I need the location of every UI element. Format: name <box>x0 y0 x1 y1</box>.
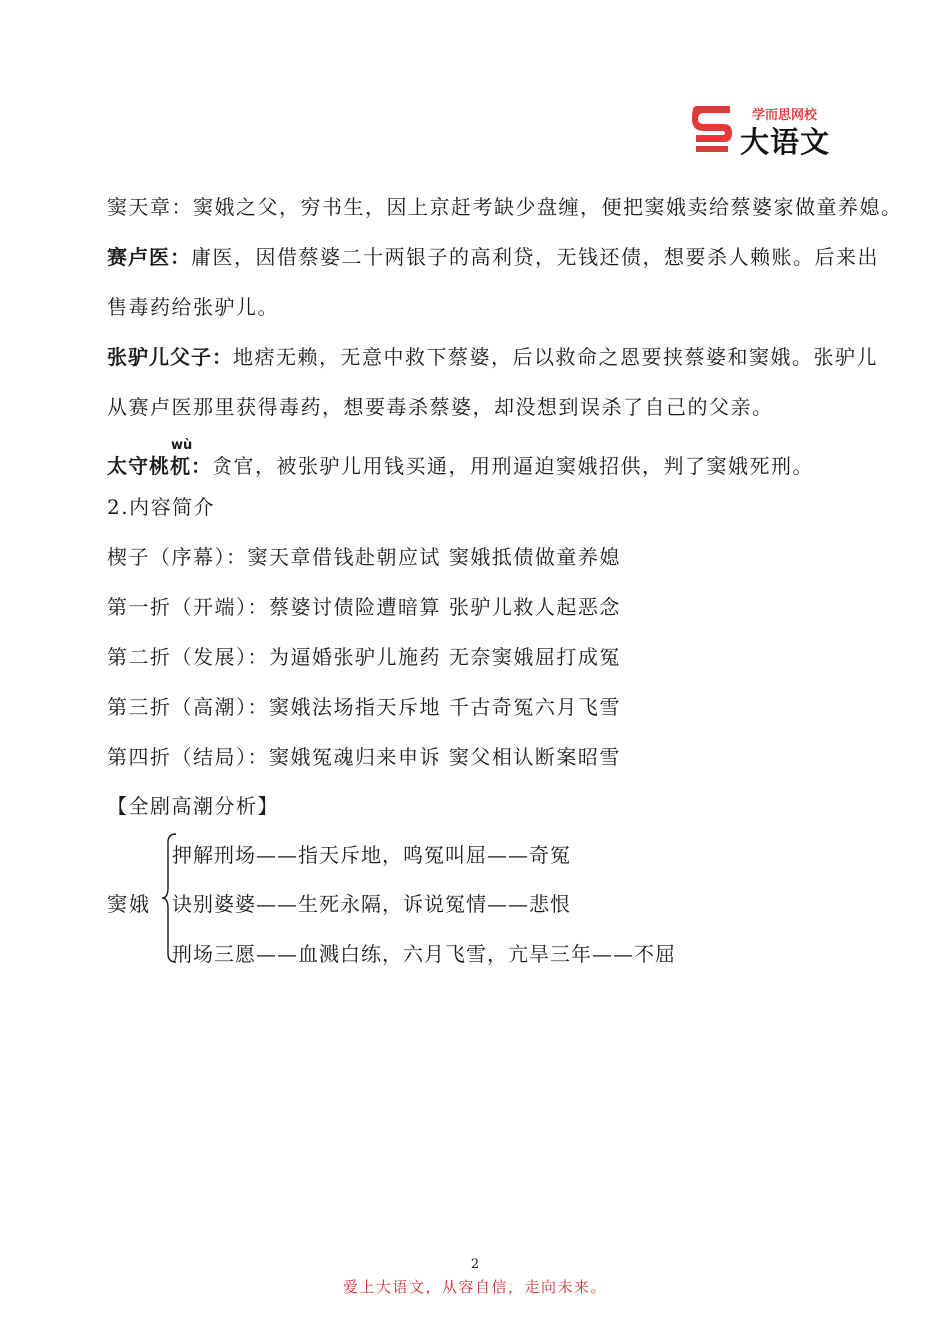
character-line-continued <box>107 293 279 321</box>
character-line <box>107 243 879 271</box>
character-desc: 从赛卢医那里获得毒药，想要毒杀蔡婆，却没想到误杀了自己的父亲。 <box>107 395 774 419</box>
character-desc: 售毒药给张驴儿。 <box>107 295 279 319</box>
character-desc: 窦娥之父，穷书生，因上京赶考缺少盘缠，便把窦娥卖给蔡婆家做童养媳。 <box>193 195 903 219</box>
climax-title: 【全剧高潮分析】 <box>107 794 279 818</box>
character-line-continued <box>107 393 774 421</box>
page-number: 2 <box>470 1257 480 1272</box>
synopsis-line: 第二折（发展）：为逼婚张驴儿施药 无奈窦娥屈打成冤 <box>107 645 621 669</box>
pinyin-annotation: wù <box>171 438 193 453</box>
climax-branch: 押解刑场——指天斥地，鸣冤叫屈——奇冤 <box>172 843 571 867</box>
character-desc: 地痞无赖，无意中救下蔡婆，后以救命之恩要挟蔡婆和窦娥。张驴儿 <box>233 345 878 369</box>
synopsis-line: 第一折（开端）：蔡婆讨债险遭暗算 张驴儿救人起恶念 <box>107 595 621 619</box>
footer-slogan: 爱上大语文，从容自信，走向未来。 <box>342 1278 607 1296</box>
section-title: 2.内容简介 <box>107 495 216 519</box>
climax-branch: 诀别婆婆——生死永隔，诉说冤情——悲恨 <box>172 892 571 916</box>
synopsis-line: 第四折（结局）：窦娥冤魂归来申诉 窦父相认断案昭雪 <box>107 745 621 769</box>
character-line <box>107 343 878 371</box>
character-name-with-pinyin <box>107 438 212 480</box>
synopsis-line: 第三折（高潮）：窦娥法场指天斥地 千古奇冤六月飞雪 <box>107 695 621 719</box>
climax-subject: 窦娥 <box>107 892 151 916</box>
brand-logo-subtitle: 学而思网校 <box>752 108 818 123</box>
character-desc: 贪官，被张驴儿用钱买通，用刑逼迫窦娥招供，判了窦娥死刑。 <box>212 454 814 478</box>
character-name: 张驴儿父子： <box>107 345 233 369</box>
character-line <box>107 193 903 221</box>
brand-logo-icon <box>690 100 734 156</box>
synopsis-line: 楔子（序幕）：窦天章借钱赴朝应试 窦娥抵债做童养媳 <box>107 545 621 569</box>
character-name: 太守桃杌： <box>107 454 212 478</box>
character-name: 窦天章： <box>107 195 193 219</box>
character-desc: 庸医，因借蔡婆二十两银子的高利贷，无钱还债，想要杀人赖账。后来出 <box>191 245 879 269</box>
brand-logo <box>690 98 850 160</box>
character-line <box>107 438 814 480</box>
character-name: 赛卢医： <box>107 245 191 269</box>
brand-logo-title: 大语文 <box>740 125 831 159</box>
climax-branch: 刑场三愿——血溅白练，六月飞雪，亢旱三年——不屈 <box>172 942 676 966</box>
